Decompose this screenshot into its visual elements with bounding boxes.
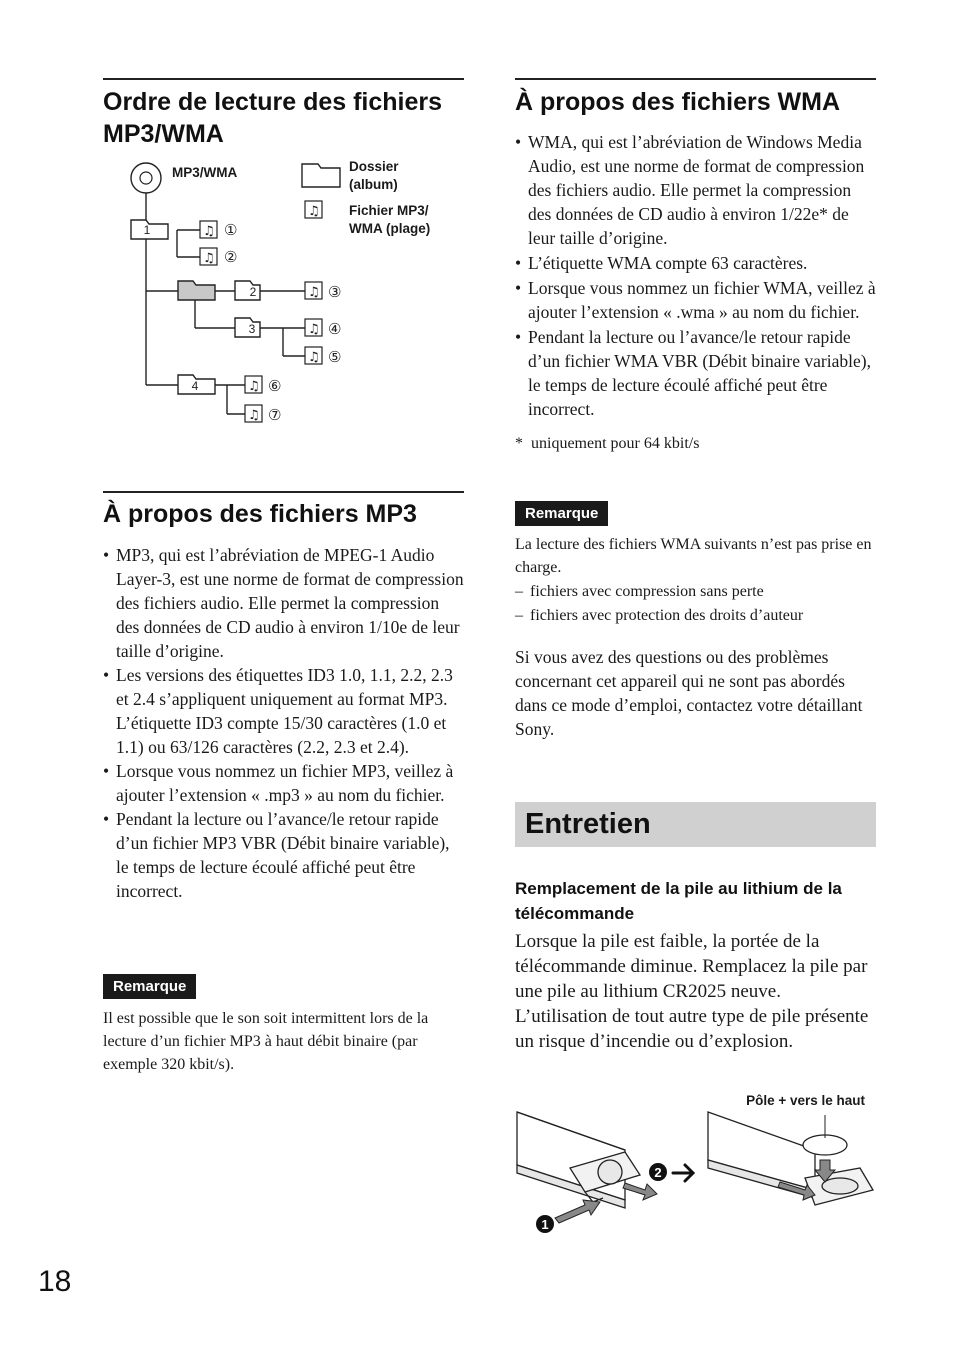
track-number-4: ④ xyxy=(328,320,342,338)
maintenance-banner xyxy=(515,802,876,847)
list-item: • Pendant la lecture ou l’avance/le retour rapide d’un fichier MP3 VBR (Débit binaire variable), le temps de lecture écoulé affiché peut être incorrect. xyxy=(103,807,464,903)
wma-note-badge: Remarque xyxy=(515,501,608,526)
section-rule xyxy=(515,78,876,80)
disc-icon xyxy=(131,163,161,193)
folder-icon-3 xyxy=(235,318,260,337)
track-number-6: ⑥ xyxy=(268,377,282,395)
pole-up-label: Pôle + vers le haut xyxy=(746,1093,865,1108)
battery-illustration xyxy=(515,1090,877,1240)
mp3-section xyxy=(103,491,464,903)
list-item: • WMA, qui est l’abréviation de Windows Media Audio, est une norme de format de compression des fichiers audio. Elle permet la compression des données de CD audio à environ 1/22e* de leur taille d’origine. xyxy=(515,130,876,250)
list-item: • MP3, qui est l’abréviation de MPEG-1 Audio Layer-3, est une norme de format de compression des fichiers audio. Elle permet la compression des données de CD audio à environ 1/10e de leur taille d’origine. xyxy=(103,543,464,663)
svg-text:♫: ♫ xyxy=(308,350,320,365)
folder-tree-diagram xyxy=(100,150,460,440)
svg-text:♫: ♫ xyxy=(308,204,320,219)
mp3-note-badge: Remarque xyxy=(103,974,196,999)
arrow-right-icon xyxy=(673,1165,693,1181)
step-2-number: 2 xyxy=(654,1165,662,1180)
list-item: • Lorsque vous nommez un fichier WMA, veillez à ajouter l’extension « .wma » au nom du fichier. xyxy=(515,276,876,324)
wma-footnote: * uniquement pour 64 kbit/s xyxy=(515,435,700,452)
list-item: • Les versions des étiquettes ID3 1.0, 1.1, 2.2, 2.3 et 2.4 s’appliquent uniquement au format MP3. L’étiquette ID3 compte 15/30 caractères (1.0 et 1.1) ou 63/126 caractères (2.2, 2.3 et 2.4). xyxy=(103,663,464,759)
track-number-5: ⑤ xyxy=(328,348,342,366)
legend-file-label: Fichier MP3/ WMA (plage) xyxy=(349,203,431,236)
folder-number-1: 1 xyxy=(143,223,151,237)
folder-number-4: 4 xyxy=(191,379,199,393)
legend-folder-label: Dossier (album) xyxy=(349,159,399,192)
svg-text:♫: ♫ xyxy=(308,285,320,300)
maintenance-title: Entretien xyxy=(525,808,651,840)
wma-bullet-list xyxy=(515,130,876,421)
legend-folder-icon xyxy=(302,164,340,187)
list-item: • Pendant la lecture ou l’avance/le retour rapide d’un fichier WMA VBR (Débit binaire variable), le temps de lecture écoulé affiché peut être incorrect. xyxy=(515,325,876,421)
mp3-note-text: Il est possible que le son soit intermittent lors de la lecture d’un fichier MP3 à haut débit binaire (par exemple 320 kbit/s). xyxy=(103,1010,429,1073)
track-number-3: ③ xyxy=(328,283,342,301)
folder-number-2: 2 xyxy=(249,285,257,299)
list-item: – fichiers avec protection des droits d’auteur xyxy=(515,604,876,627)
playback-order-title: Ordre de lecture des fichiers MP3/WMA xyxy=(103,88,443,148)
battery-section xyxy=(515,876,876,1054)
illustration-svg xyxy=(515,1090,877,1240)
battery-subtitle: Remplacement de la pile au lithium de la télécommande xyxy=(515,879,842,923)
wma-note-intro: La lecture des fichiers WMA suivants n’est pas prise en charge. xyxy=(515,536,872,576)
track-number-1: ① xyxy=(224,221,238,239)
wma-note xyxy=(515,533,876,741)
svg-text:♫: ♫ xyxy=(203,224,215,239)
list-item: • L’étiquette WMA compte 63 caractères. xyxy=(515,251,876,275)
section-rule xyxy=(103,491,464,493)
battery-body: Lorsque la pile est faible, la portée de la télécommande diminue. Remplacez la pile par une pile au lithium CR2025 neuve. L’utilisation de tout autre type de pile présente un risque d’incendie ou d’explosion. xyxy=(515,931,869,1052)
folder-number-3: 3 xyxy=(248,322,256,336)
root-label: MP3/WMA xyxy=(172,165,238,180)
svg-text:♫: ♫ xyxy=(248,408,260,423)
wma-title: À propos des fichiers WMA xyxy=(515,88,841,116)
mp3-bullet-list xyxy=(103,543,464,903)
track-number-2: ② xyxy=(224,248,238,266)
list-item: • Lorsque vous nommez un fichier MP3, veillez à ajouter l’extension « .mp3 » au nom du fichier. xyxy=(103,759,464,807)
page-number: 18 xyxy=(38,1265,72,1298)
svg-text:♫: ♫ xyxy=(203,251,215,266)
section-rule xyxy=(103,78,464,80)
left-column xyxy=(103,78,464,150)
list-item: – fichiers avec compression sans perte xyxy=(515,580,876,603)
svg-text:♫: ♫ xyxy=(248,379,260,394)
track-number-7: ⑦ xyxy=(268,406,282,424)
legend-file-icon xyxy=(305,201,322,219)
contact-text: Si vous avez des questions ou des problèmes concernant cet appareil qui ne sont pas abordés dans ce mode d’emploi, contactez votre détaillant Sony. xyxy=(515,647,863,739)
mp3-title: À propos des fichiers MP3 xyxy=(103,500,417,528)
step-1-number: 1 xyxy=(541,1217,549,1232)
svg-text:♫: ♫ xyxy=(308,322,320,337)
folder-icon-root-sub xyxy=(178,281,215,300)
wma-section xyxy=(515,78,876,455)
